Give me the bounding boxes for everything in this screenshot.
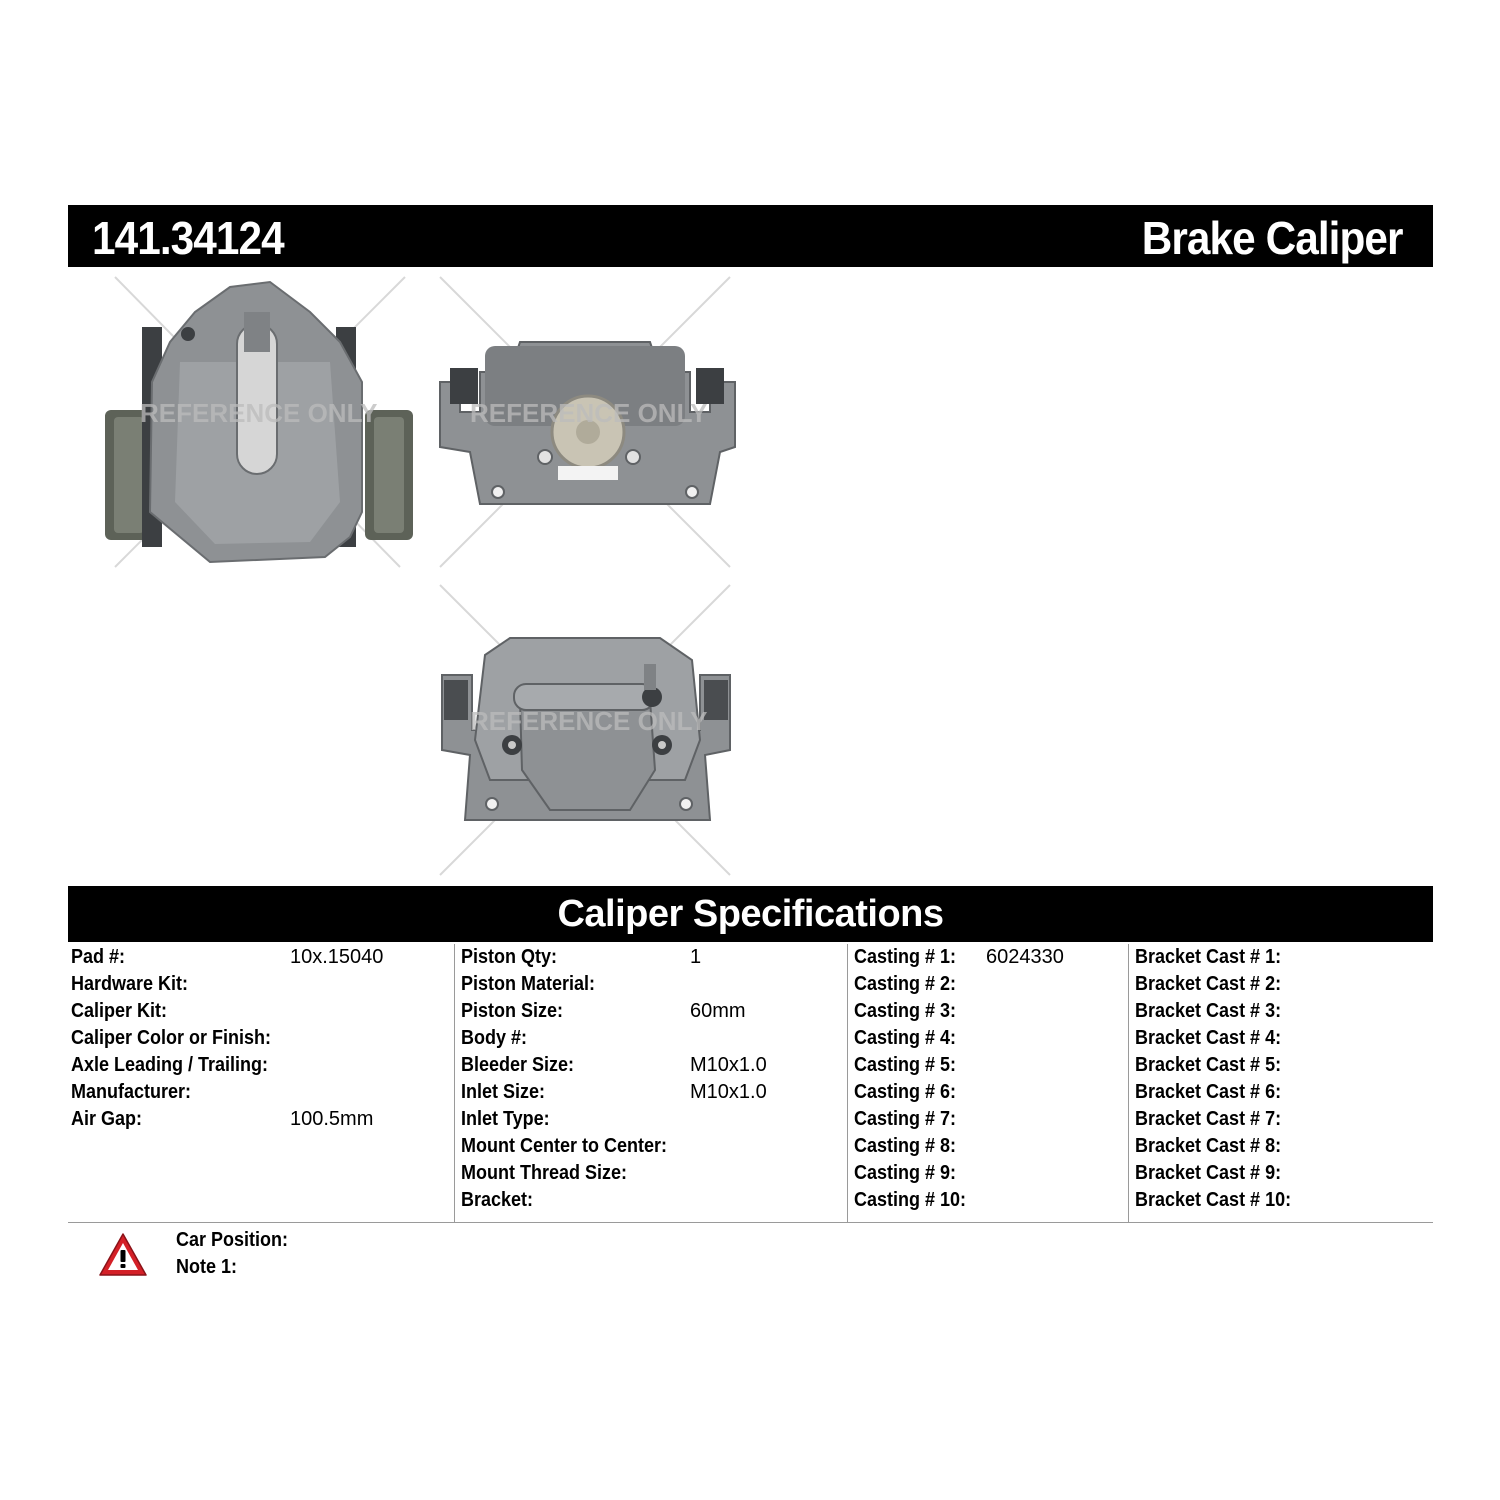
spec-label: Bracket Cast # 7: [1135, 1108, 1282, 1130]
reference-watermark: REFERENCE ONLY [140, 398, 378, 428]
spec-label: Body #: [461, 1027, 528, 1049]
spec-label: Casting # 8: [854, 1135, 957, 1157]
spec-label: Inlet Size: [461, 1081, 546, 1103]
spec-title: Caliper Specifications [557, 893, 944, 935]
warning-icon [98, 1232, 148, 1278]
spec-label: Bracket Cast # 6: [1135, 1081, 1282, 1103]
spec-label: Bleeder Size: [461, 1054, 575, 1076]
caliper-back-view-image [100, 272, 415, 572]
spec-label: Casting # 1: [854, 946, 957, 968]
spec-value: 1 [690, 946, 702, 968]
spec-label: Manufacturer: [71, 1081, 192, 1103]
spec-label: Casting # 3: [854, 1000, 957, 1022]
spec-label: Bracket Cast # 8: [1135, 1135, 1282, 1157]
caliper-top-view-image [430, 272, 740, 572]
spec-label: Mount Center to Center: [461, 1135, 668, 1157]
spec-label: Piston Qty: [461, 946, 558, 968]
spec-label: Bracket Cast # 10: [1135, 1189, 1292, 1211]
spec-value: M10x1.0 [690, 1081, 767, 1103]
spec-label: Piston Material: [461, 973, 596, 995]
divider [68, 1222, 1433, 1223]
spec-column-general [68, 944, 453, 1222]
spec-label: Bracket Cast # 1: [1135, 946, 1282, 968]
spec-label: Bracket Cast # 4: [1135, 1027, 1282, 1049]
spec-value: 60mm [690, 1000, 746, 1022]
spec-label: Casting # 10: [854, 1189, 967, 1211]
spec-label: Air Gap: [71, 1108, 143, 1130]
note-1-label: Note 1: [176, 1256, 238, 1278]
spec-label: Inlet Type: [461, 1108, 550, 1130]
spec-column-piston [454, 944, 847, 1222]
spec-label: Caliper Kit: [71, 1000, 168, 1022]
caliper-front-view-image [430, 580, 740, 880]
spec-label: Mount Thread Size: [461, 1162, 628, 1184]
spec-label: Bracket Cast # 2: [1135, 973, 1282, 995]
product-type: Brake Caliper [1142, 212, 1403, 264]
reference-watermark: REFERENCE ONLY [470, 706, 708, 736]
spec-label: Pad #: [71, 946, 126, 968]
spec-title-bar [68, 886, 1433, 942]
spec-label: Caliper Color or Finish: [71, 1027, 272, 1049]
spec-label: Bracket Cast # 5: [1135, 1054, 1282, 1076]
spec-value: M10x1.0 [690, 1054, 767, 1076]
title-bar [68, 205, 1433, 267]
spec-label: Casting # 9: [854, 1162, 957, 1184]
spec-label: Axle Leading / Trailing: [71, 1054, 269, 1076]
car-position-label: Car Position: [176, 1229, 289, 1251]
spec-value: 100.5mm [290, 1108, 374, 1130]
spec-label: Bracket Cast # 3: [1135, 1000, 1282, 1022]
spec-column-casting [847, 944, 1128, 1222]
spec-label: Casting # 4: [854, 1027, 957, 1049]
spec-label: Casting # 6: [854, 1081, 957, 1103]
spec-value: 6024330 [986, 946, 1064, 968]
spec-label: Bracket: [461, 1189, 534, 1211]
spec-label: Casting # 5: [854, 1054, 957, 1076]
reference-watermark: REFERENCE ONLY [470, 398, 708, 428]
spec-label: Casting # 2: [854, 973, 957, 995]
spec-label: Casting # 7: [854, 1108, 957, 1130]
spec-column-bracket-cast [1128, 944, 1434, 1222]
part-number: 141.34124 [92, 212, 284, 264]
spec-label: Piston Size: [461, 1000, 564, 1022]
spec-value: 10x.15040 [290, 946, 384, 968]
spec-label: Hardware Kit: [71, 973, 189, 995]
spec-label: Bracket Cast # 9: [1135, 1162, 1282, 1184]
